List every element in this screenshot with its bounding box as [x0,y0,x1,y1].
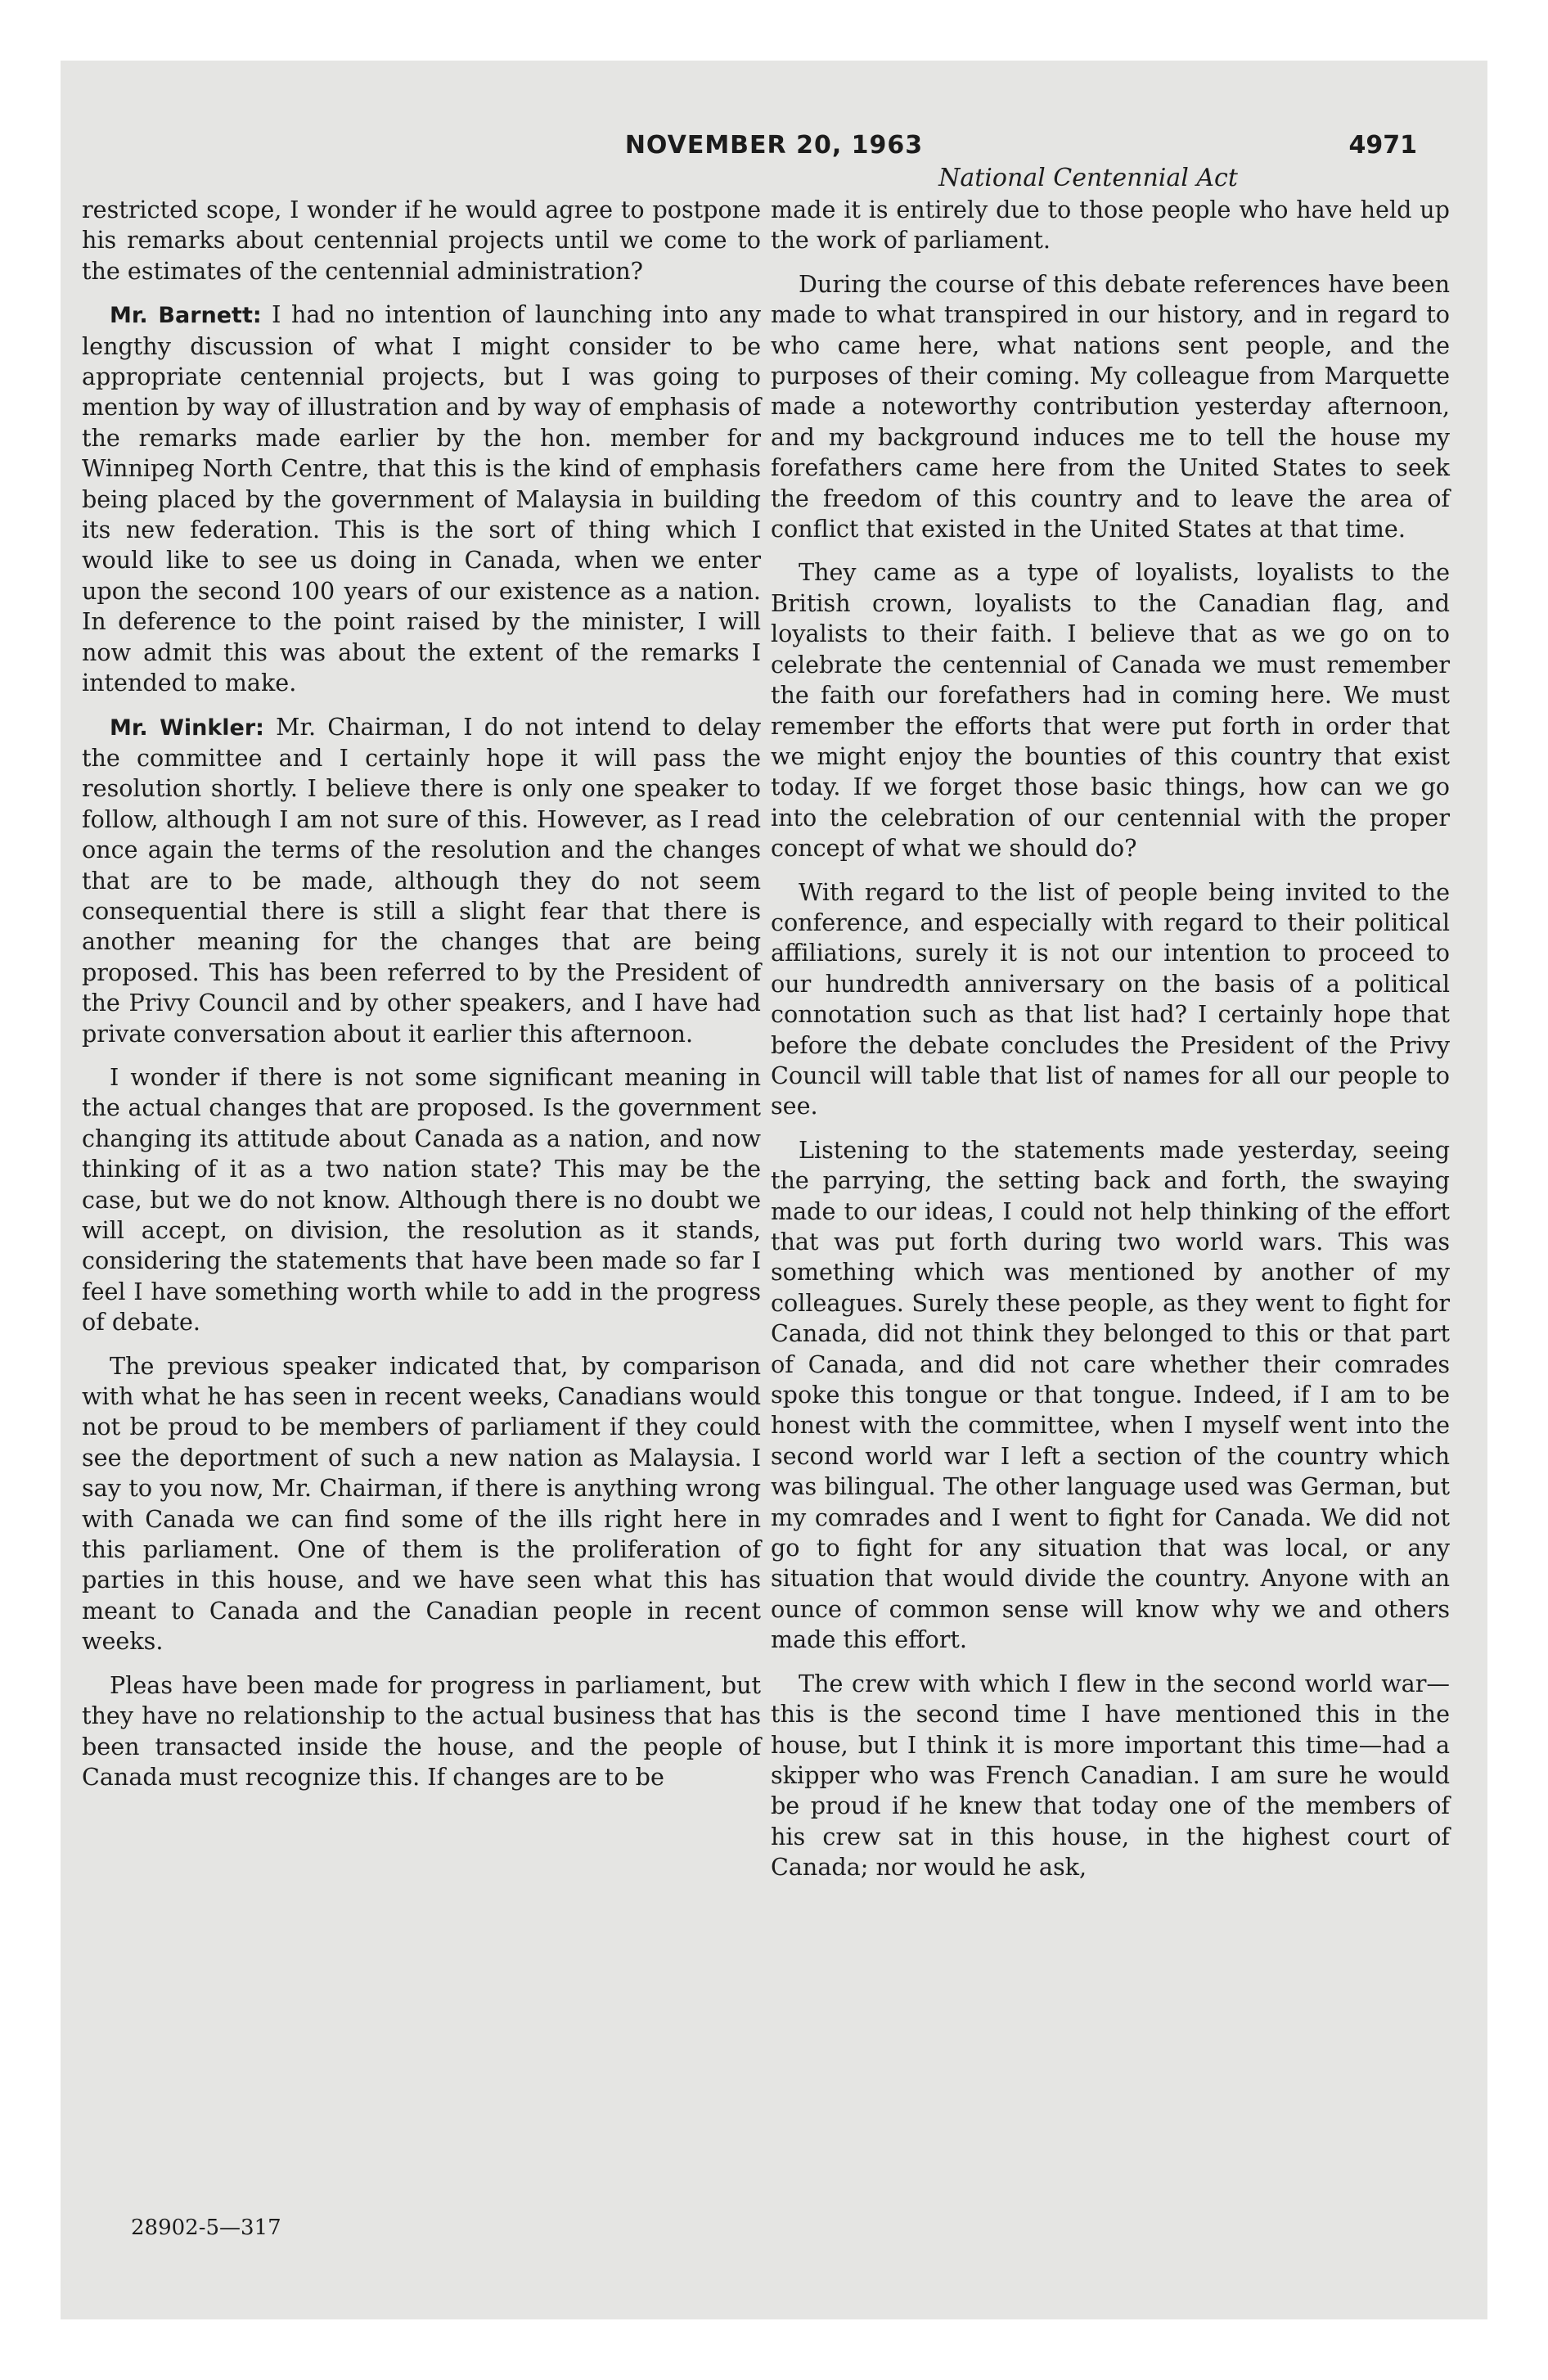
left-column [82,195,761,1805]
paragraph: Mr. Barnett: I had no intention of launching into any lengthy discussion of what I might consider to be appropriate centennial projects, but I was going to mention by way of illustration and by way of emphasis of the remarks made earlier by the hon. member for Winnipeg North Centre, that this is the kind of emphasis being placed by the government of Malaysia in building its new federation. This is the sort of thing which I would like to see us doing in Canada, when we enter upon the second 100 years of our existence as a nation. In deference to the point raised by the minister, I will now admit this was about the extent of the remarks I intended to make. [82,300,761,697]
printer-signature-code: 28902-5—317 [131,2215,281,2240]
paragraph: The previous speaker indicated that, by comparison with what he has seen in recent weeks, Canadians would not be proud to be members of parliament if they could see the deportment of such a new nation as Malaysia. I say to you now, Mr. Chairman, if there is anything wrong with Canada we can find some of the ills right here in this parliament. One of them is the proliferation of parties in this house, and we have seen what this has meant to Canada and the Canadian people in recent weeks. [82,1351,761,1656]
paragraph: restricted scope, I wonder if he would agree to postpone his remarks about centennial projects until we come to the estimates of the centennial administration? [82,196,761,285]
running-head: National Centennial Act [938,164,1238,192]
paragraph: Listening to the statements made yesterday, seeing the parrying, the setting back and forth, the swaying made to our ideas, I could not help thinking of the effort that was put forth during two world wars. This was something which was mentioned by another of my colleagues. Surely these people, as they went to fight for Canada, did not think they belonged to this or that part of Canada, and did not care whether their comrades spoke this tongue or that tongue. Indeed, if I am to be honest with the committee, when I myself went into the second world war I left a section of the country which was bilingual. The other language used was German, but my comrades and I went to fight for Canada. We did not go to fight for any situation that was local, or any situation that would divide the country. Anyone with an ounce of common sense will know why we and others made this effort. [771,1135,1450,1654]
paragraph: Mr. Winkler: Mr. Chairman, I do not intend to delay the committee and I certainly hope it will pass the resolution shortly. I believe there is only one speaker to follow, although I am not sure of this. However, as I read once again the terms of the resolution and the changes that are to be made, although they do not seem consequential there is still a slight fear that there is another meaning for the changes that are being proposed. This has been referred to by the President of the Privy Council and by other speakers, and I have had private conversation about it earlier this afternoon. [82,712,762,1048]
right-column [771,195,1450,1896]
paragraph: made it is entirely due to those people who have held up the work of parliament. [771,196,1450,255]
paragraph: During the course of this debate references have been made to what transpired in our history, and in regard to who came here, what nations sent people, and the purposes of their coming. My colleague from Marquette made a noteworthy contribution yesterday afternoon, and my background induces me to tell the house my forefathers came here from the United States to seek the freedom of this country and to leave the area of conflict that existed in the United States at that time. [771,269,1450,543]
paragraph: They came as a type of loyalists, loyalists to the British crown, loyalists to the Canadian flag, and loyalists to their faith. I believe that as we go on to celebrate the centennial of Canada we must remember the faith our forefathers had in coming here. We must remember the efforts that were put forth in order that we might enjoy the bounties of this country that exist today. If we forget those basic things, how can we go into the celebration of our centennial with the proper concept of what we should do? [771,558,1450,863]
speaker-name: Mr. Winkler: [110,714,264,741]
page-number: 4971 [1348,131,1417,160]
paragraph: Pleas have been made for progress in parliament, but they have no relationship to the actual business that has been transacted inside the house, and the people of Canada must recognize this. If changes are to be [82,1670,761,1791]
page-date: NOVEMBER 20, 1963 [624,131,924,160]
paragraph: I wonder if there is not some significant meaning in the actual changes that are proposed. Is the government changing its attitude about Canada as a nation, and now thinking of it as a two nation state? This may be the case, but we do not know. Although there is no doubt we will accept, on division, the resolution as it stands, considering the statements that have been made so far I feel I have something worth while to add in the progress of debate. [82,1062,761,1336]
paragraph: The crew with which I flew in the second world war—this is the second time I have mentioned this in the house, but I think it is more important this time—had a skipper who was French Canadian. I am sure he would be proud if he knew that today one of the members of his crew sat in this house, in the highest court of Canada; nor would he ask, [771,1669,1450,1882]
paragraph: With regard to the list of people being invited to the conference, and especially with regard to their political affiliations, surely it is not our intention to proceed to our hundredth anniversary on the basis of a political connotation such as that list had? I certainly hope that before the debate concludes the President of the Privy Council will table that list of names for all our people to see. [771,877,1450,1120]
speaker-name: Mr. Barnett: [110,303,262,329]
